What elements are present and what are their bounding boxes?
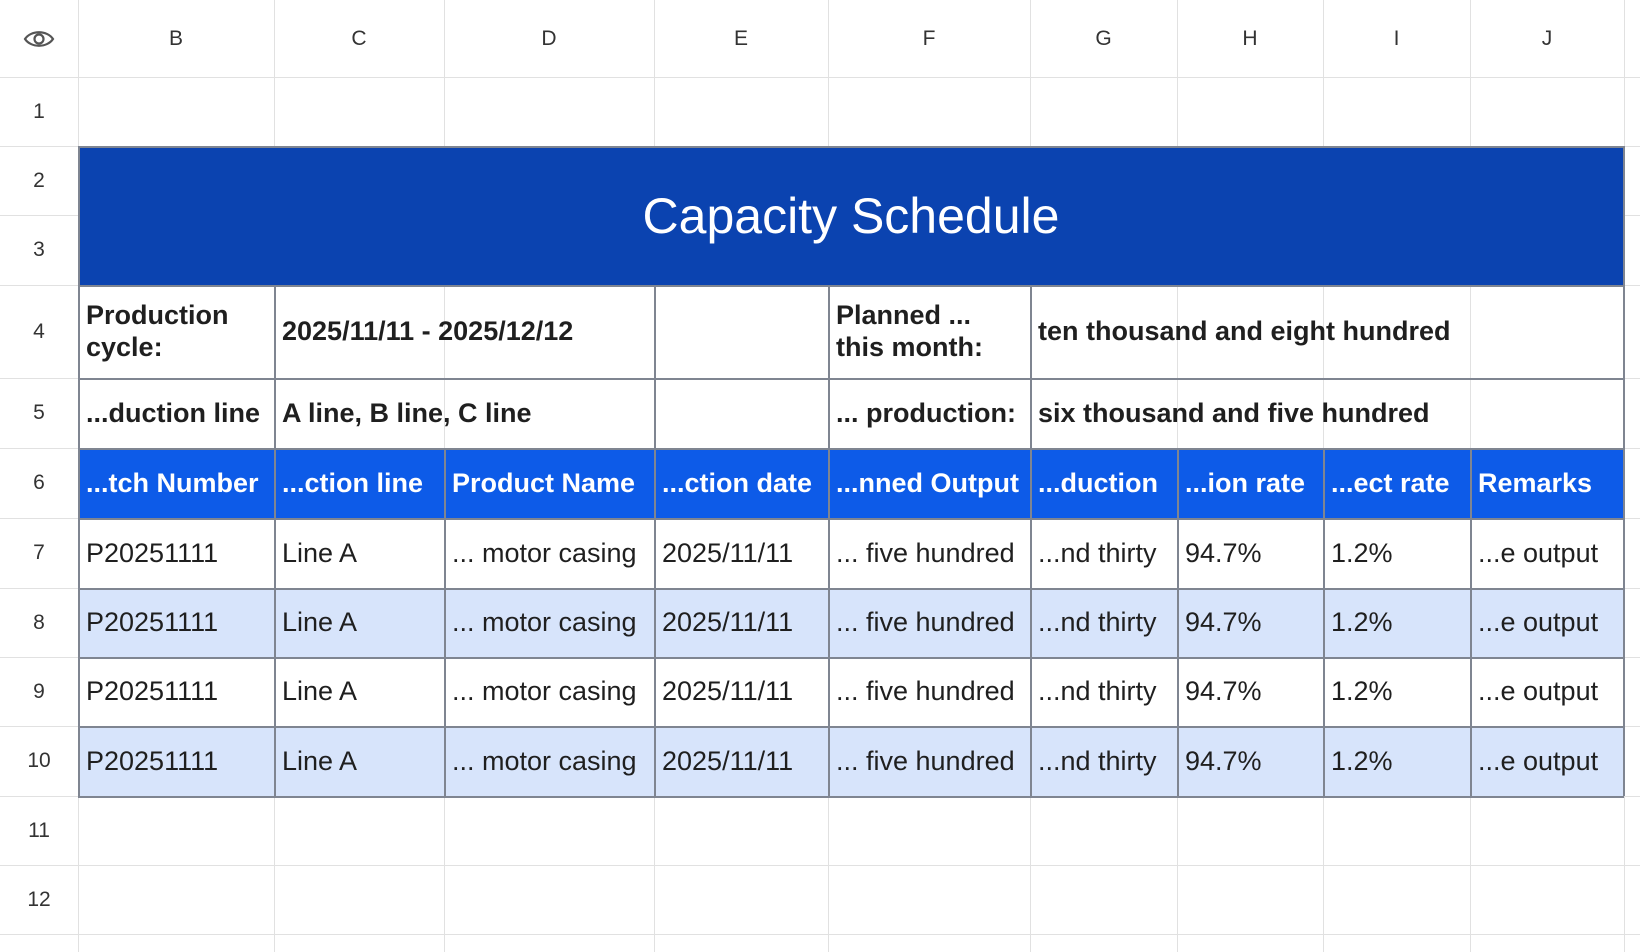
grid-line [828,448,830,796]
grid-line [78,146,80,796]
table-cell[interactable]: 94.7% [1185,745,1262,776]
table-cell[interactable]: ... motor casing [452,676,637,706]
table-cell[interactable]: 94.7% [1185,607,1262,637]
row-header-7[interactable]: 7 [33,541,45,564]
row-header-8[interactable]: 8 [33,610,45,634]
grid-line [78,726,1624,728]
grid-line [654,285,656,448]
grid-line [828,285,830,448]
table-cell[interactable]: ...nd thirty [1038,537,1157,568]
grid-line [78,588,1624,590]
table-cell[interactable]: ... motor casing [452,607,637,637]
table-cell[interactable]: ... motor casing [452,745,637,776]
table-cell[interactable]: ...e output [1478,607,1599,637]
grid-line [0,865,1640,866]
table-cell[interactable]: Line A [282,676,358,706]
grid-line [78,448,1624,450]
grid-line [1177,448,1179,796]
grid-line [1030,448,1032,796]
table-cell[interactable]: Line A [282,745,358,776]
table-cell[interactable]: P20251111 [86,537,219,568]
table-cell[interactable]: 1.2% [1331,676,1393,706]
grid-line [78,378,1624,380]
table-cell[interactable]: 1.2% [1331,537,1393,568]
column-header-c[interactable]: C [351,26,367,50]
production-line-value[interactable]: A line, B line, C line [282,397,532,428]
sheet-title: Capacity Schedule [642,187,1060,244]
grid-line [1623,146,1625,796]
table-header-cell[interactable]: ...tch Number [86,467,259,498]
column-header-h[interactable]: H [1242,26,1258,50]
row-header-3[interactable]: 3 [33,238,45,261]
grid-line [1470,448,1472,796]
production-cycle-value[interactable]: 2025/11/11 - 2025/12/12 [282,315,574,346]
grid-line [444,448,446,796]
table-cell[interactable]: ... five hundred [836,607,1015,637]
grid-line [1030,285,1032,448]
grid-line [274,285,276,448]
table-cell[interactable]: P20251111 [86,676,219,706]
row-header-12[interactable]: 12 [27,887,51,911]
table-cell[interactable]: ... five hundred [836,676,1015,706]
row-header-4[interactable]: 4 [33,319,45,343]
grid-line [78,285,1624,287]
table-cell[interactable]: P20251111 [86,607,219,637]
table-header-cell[interactable]: Product Name [452,467,636,498]
column-header-i[interactable]: I [1393,26,1400,50]
grid-line [0,934,1640,935]
table-cell[interactable]: ... motor casing [452,537,637,568]
table-header-cell[interactable]: ...ion rate [1185,467,1306,498]
column-header-b[interactable]: B [168,26,183,50]
planned-value[interactable]: ten thousand and eight hundred [1038,315,1451,346]
table-cell[interactable]: ...nd thirty [1038,745,1157,776]
grid-line [78,518,1624,520]
column-header-e[interactable]: E [733,26,748,50]
grid-line [274,448,276,796]
grid-line [78,657,1624,659]
row-header-10[interactable]: 10 [27,749,51,772]
grid-line [78,146,1624,148]
grid-line [0,77,1640,78]
table-cell[interactable]: ... five hundred [836,537,1015,568]
row-header-5[interactable]: 5 [33,401,45,424]
table-cell[interactable]: Line A [282,537,358,568]
table-cell[interactable]: ...nd thirty [1038,676,1157,706]
table-cell[interactable]: ...e output [1478,676,1599,706]
table-header-cell[interactable]: ...ction line [282,467,424,498]
title-cell[interactable] [78,146,1624,285]
table-cell[interactable]: 94.7% [1185,537,1262,568]
eye-icon[interactable] [0,0,78,77]
table-cell[interactable]: ...nd thirty [1038,607,1157,637]
column-header-j[interactable]: J [1541,26,1553,50]
table-header-cell[interactable]: ...nned Output [836,467,1019,498]
table-cell[interactable]: 94.7% [1185,676,1262,706]
table-cell[interactable]: ...e output [1478,745,1599,776]
table-cell[interactable]: Line A [282,607,358,637]
table-cell[interactable]: ...e output [1478,537,1599,568]
row-header-2[interactable]: 2 [33,168,45,192]
planned-label[interactable]: Planned ... this month: [836,300,983,362]
row-header-9[interactable]: 9 [33,679,45,703]
table-cell[interactable]: 2025/11/11 [662,676,794,706]
table-cell[interactable]: 2025/11/11 [662,537,794,568]
table-cell[interactable]: ... five hundred [836,745,1015,776]
column-header-f[interactable]: F [922,26,936,50]
row-header-1[interactable]: 1 [33,99,45,123]
table-header-cell[interactable]: ...duction [1038,467,1158,498]
table-cell[interactable]: 2025/11/11 [662,745,794,776]
grid-line [654,448,656,796]
production-cycle-label[interactable]: Production cycle: [86,300,229,362]
row-header-11[interactable]: 11 [28,818,50,842]
table-header-cell[interactable]: ...ect rate [1331,467,1450,498]
table-header-cell[interactable]: Remarks [1478,467,1593,498]
table-header-cell[interactable]: ...ction date [662,467,813,498]
production-value[interactable]: six thousand and five hundred [1038,397,1430,428]
production-line-label[interactable]: ...duction line [86,397,260,428]
table-cell[interactable]: 1.2% [1331,607,1393,637]
table-cell[interactable]: P20251111 [86,745,219,776]
column-header-g[interactable]: G [1095,26,1112,50]
production-label[interactable]: ... production: [836,397,1016,428]
table-cell[interactable]: 2025/11/11 [662,607,794,637]
column-header-d[interactable]: D [541,26,557,50]
table-cell[interactable]: 1.2% [1331,745,1393,776]
row-header-6[interactable]: 6 [33,471,45,494]
grid-line [78,796,1624,798]
grid-line [1323,448,1325,796]
